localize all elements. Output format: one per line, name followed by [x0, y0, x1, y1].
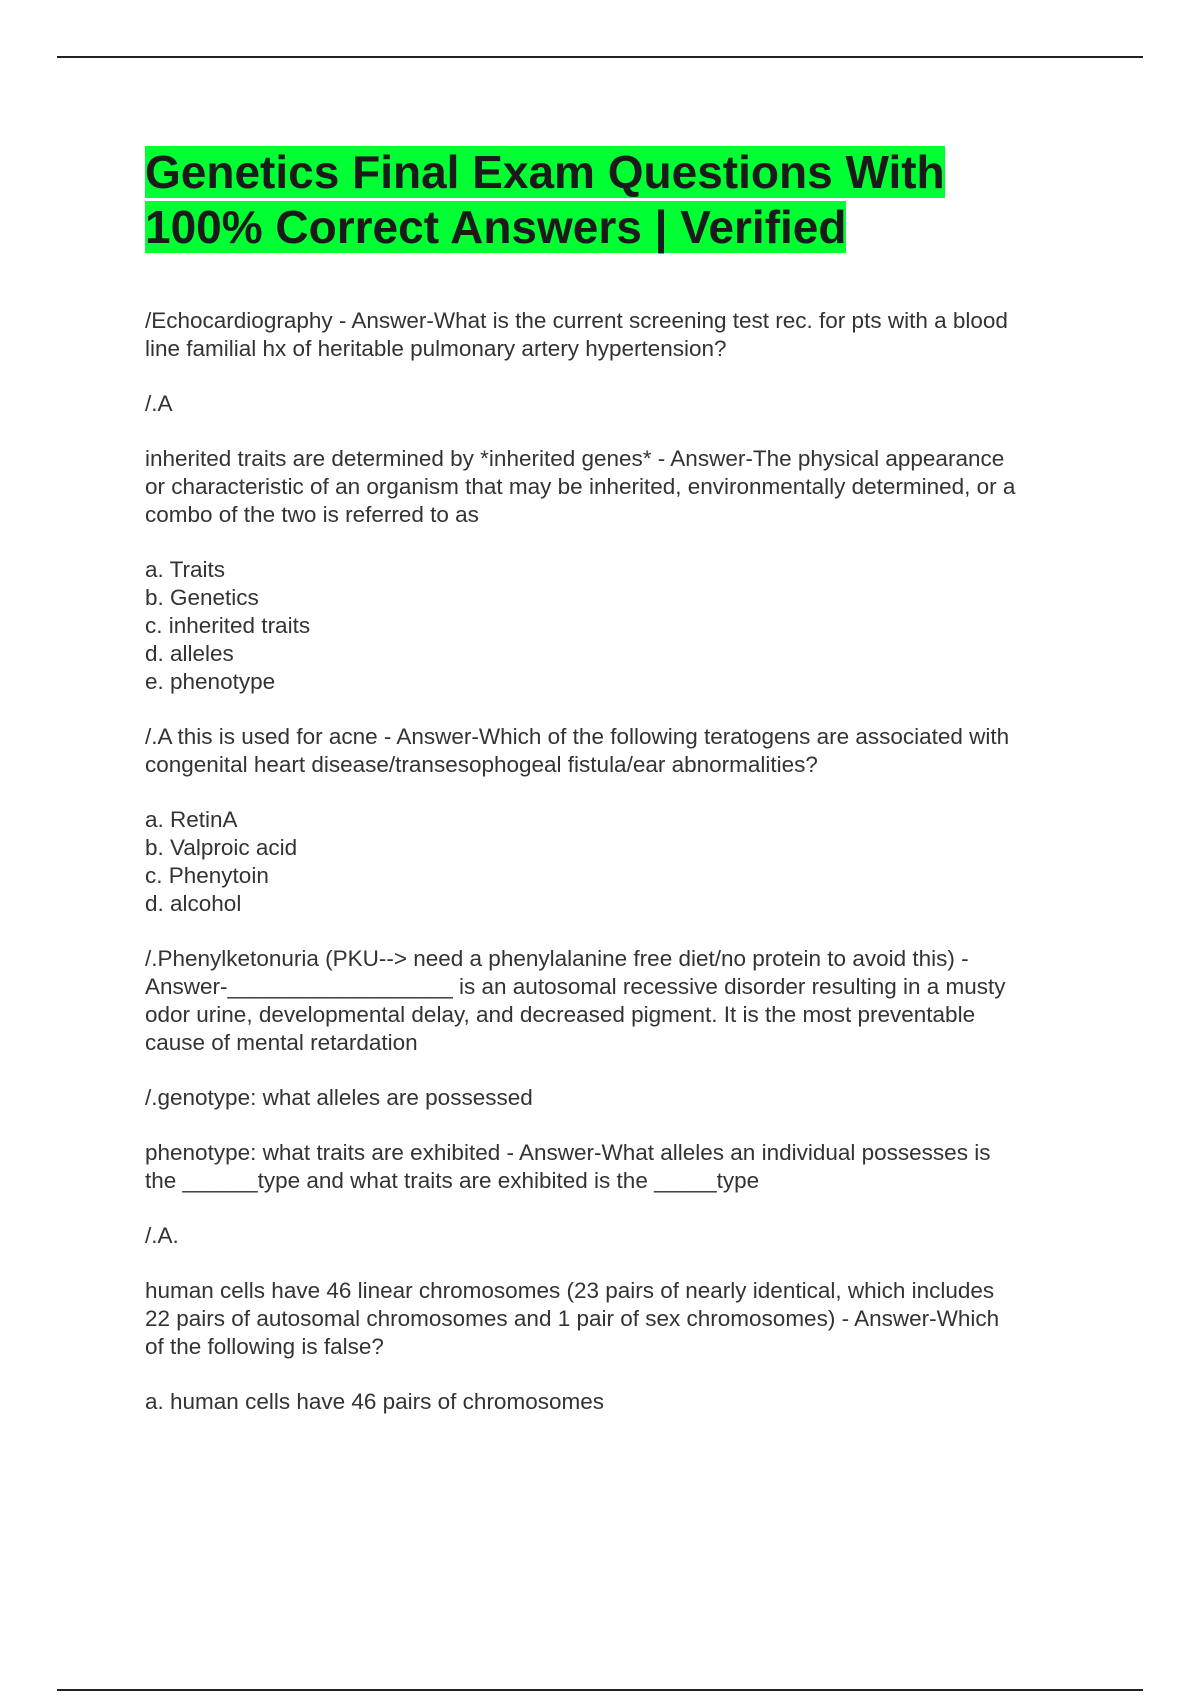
- document-title: [145, 145, 1085, 255]
- question-paragraph: [145, 945, 1085, 1057]
- text-line: /.A.: [145, 1223, 179, 1248]
- text-line: Answer-__________________ is an autosomal recessive disorder resulting in a musty: [145, 974, 1006, 999]
- text-line: congenital heart disease/transesophogeal fistula/ear abnormalities?: [145, 752, 818, 777]
- text-line: d. alcohol: [145, 891, 242, 916]
- question-paragraph: [145, 390, 1085, 418]
- question-paragraph: [145, 806, 1085, 918]
- text-line: line familial hx of heritable pulmonary artery hypertension?: [145, 336, 727, 361]
- text-line: /Echocardiography - Answer-What is the current screening test rec. for pts with a blood: [145, 308, 1008, 333]
- text-line: the ______type and what traits are exhibited is the _____type: [145, 1168, 760, 1193]
- question-list: [145, 307, 1085, 1416]
- text-line: /.A: [145, 391, 173, 416]
- text-line: combo of the two is referred to as: [145, 502, 479, 527]
- text-line: b. Genetics: [145, 585, 259, 610]
- text-line: phenotype: what traits are exhibited - Answer-What alleles an individual possesses is: [145, 1140, 991, 1165]
- text-line: 22 pairs of autosomal chromosomes and 1 pair of sex chromosomes) - Answer-Which: [145, 1306, 1000, 1331]
- text-line: of the following is false?: [145, 1334, 384, 1359]
- document-body: [145, 145, 1085, 1443]
- question-paragraph: [145, 1388, 1085, 1416]
- question-paragraph: [145, 445, 1085, 529]
- text-line: c. inherited traits: [145, 613, 311, 638]
- question-paragraph: [145, 723, 1085, 779]
- top-rule: [57, 56, 1143, 58]
- title-line: Genetics Final Exam Questions With: [145, 146, 945, 198]
- text-line: odor urine, developmental delay, and decreased pigment. It is the most preventable: [145, 1002, 976, 1027]
- question-paragraph: [145, 307, 1085, 363]
- text-line: inherited traits are determined by *inherited genes* - Answer-The physical appearance: [145, 446, 1005, 471]
- text-line: human cells have 46 linear chromosomes (23 pairs of nearly identical, which includes: [145, 1278, 995, 1303]
- question-paragraph: [145, 1277, 1085, 1361]
- text-line: a. Traits: [145, 557, 226, 582]
- text-line: /.Phenylketonuria (PKU--> need a phenylalanine free diet/no protein to avoid this) -: [145, 946, 969, 971]
- question-paragraph: [145, 556, 1085, 696]
- question-paragraph: [145, 1222, 1085, 1250]
- text-line: /.genotype: what alleles are possessed: [145, 1085, 533, 1110]
- text-line: b. Valproic acid: [145, 835, 298, 860]
- question-paragraph: [145, 1139, 1085, 1195]
- text-line: cause of mental retardation: [145, 1030, 418, 1055]
- text-line: a. RetinA: [145, 807, 238, 832]
- title-line: 100% Correct Answers | Verified: [145, 201, 847, 253]
- question-paragraph: [145, 1084, 1085, 1112]
- text-line: c. Phenytoin: [145, 863, 269, 888]
- text-line: a. human cells have 46 pairs of chromosomes: [145, 1389, 604, 1414]
- bottom-rule: [57, 1689, 1143, 1691]
- text-line: or characteristic of an organism that may be inherited, environmentally determined, or a: [145, 474, 1016, 499]
- text-line: /.A this is used for acne - Answer-Which of the following teratogens are associated with: [145, 724, 1010, 749]
- text-line: d. alleles: [145, 641, 234, 666]
- text-line: e. phenotype: [145, 669, 276, 694]
